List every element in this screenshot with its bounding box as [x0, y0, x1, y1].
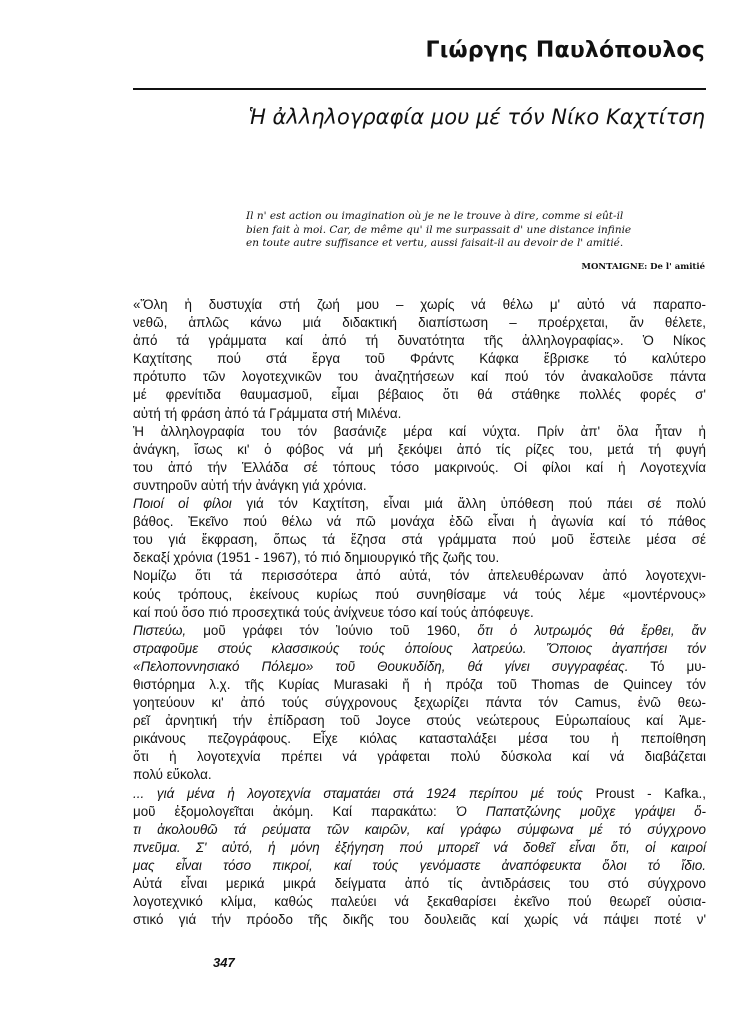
text-run: μοῦ ἐξομολογεῖται ἀκόμη. Καί παρακάτω: [133, 803, 456, 819]
text-line [133, 893, 706, 911]
text-run: ἀνάγκη, ἴσως κι' ὁ φόβος νά μή ξεκόψει ἀπό τίς ρίζες του, μετά τή φυγή [133, 441, 706, 457]
text-run: «Ὅλη ἡ δυστυχία στή ζωή μου – χωρίς νά θέλω μ' αὐτό νά παραπο- [133, 297, 706, 312]
italic-text: Πιστεύω, [133, 622, 187, 638]
text-run: Τό μυ- [628, 658, 706, 674]
body-text [133, 296, 706, 929]
text-run: Νομίζω ὅτι τά περισσότερα ἀπό αὐτά, τόν ἀπελευθέρωναν ἀπό λογοτεχνι- [133, 568, 706, 584]
text-line [133, 676, 706, 694]
header-rule [133, 88, 706, 90]
italic-text: στραφοῦμε στούς κλασσικούς τούς ὁποίους λατρεύω. Ὅποιος ἀγαπήσει τόν [133, 640, 706, 656]
text-line [133, 821, 706, 839]
text-line [133, 513, 706, 531]
italic-text: τι ἀκολουθῶ τά ρεύματα τῶν καιρῶν, καί γράφω σύμφωνα μέ τό σύγχρονο [133, 821, 706, 837]
text-run: μοῦ γράφει τόν Ἰούνιο τοῦ 1960, [186, 622, 478, 638]
italic-text: μας εἶναι τόσο πικροί, καί τούς γενόμαστε ἀναπόφευκτα ὅλοι τό ἴδιο. [133, 857, 706, 873]
article-title: Ἡ ἀλληλογραφία μου μέ τόν Νίκο Καχτίτση [248, 105, 705, 129]
text-line [133, 296, 706, 314]
text-line [133, 712, 706, 730]
text-line [133, 567, 706, 585]
text-run: γοητεύουν κι' ἀπό τούς σύγχρονους ξεχωρίζει πάντα τόν Camus, ἐνῶ θεω- [133, 695, 706, 711]
text-run: αὐτή τή φράση ἀπό τά Γράμματα στή Μιλένα. [133, 405, 402, 421]
text-run: πολύ εὔκολα. [133, 767, 212, 783]
text-line [133, 658, 706, 676]
text-run: συντηροῦν αὐτή τήν ἀνάγκη γιά χρόνια. [133, 477, 367, 493]
text-line [133, 314, 706, 332]
italic-text: πνεῦμα. Σ' αὐτό, ἡ μόνη ἐξήγηση πού μπορεῖ νά δοθεῖ εἶναι ὅτι, οἱ καιροί [133, 839, 706, 855]
text-run: στικό γιά τήν πρόοδο τῆς δικῆς του δουλειᾶς καί χωρίς νά πάψει ποτέ ν' [133, 912, 706, 928]
italic-text: Ποιοί οἱ φίλοι [133, 496, 232, 512]
text-run: μέ φρενίτιδα θαυμασμοῦ, εἶμαι βέβαιος ὅτι θά στάθηκε πολλές φορές σ' [133, 387, 706, 403]
text-run: Αὐτά εἶναι μερικά μικρά δείγματα ἀπό τίς ἀντιδράσεις του στό σύγχρονο [133, 876, 706, 891]
text-line [133, 694, 706, 712]
text-run: κούς τρόπους, ἐκείνους κυρίως πού συνηθίσαμε νά τούς λέμε «μοντέρνους» [133, 586, 706, 602]
text-line [133, 748, 706, 766]
text-line [133, 785, 706, 803]
text-line [133, 766, 706, 784]
text-run: θιστόρημα λ.χ. τῆς Κυρίας Murasaki ἤ ἡ πρόζα τοῦ Thomas de Quincey τόν [133, 676, 706, 692]
text-line [133, 441, 706, 459]
text-line [133, 839, 706, 857]
text-line [133, 531, 706, 549]
text-run: ρεῖ ἀρνητική τήν ἐπίδραση τοῦ Joyce στούς νεώτερους Εὐρωπαίους καί Ἀμε- [133, 713, 706, 729]
epigraph [246, 210, 706, 251]
text-run: του ἀπό τήν Ἑλλάδα σέ τόπους τόσο μακρινούς. Οἱ φίλοι καί ἡ Λογοτεχνία [133, 459, 706, 475]
text-line [133, 477, 706, 495]
text-run: δεκαξί χρόνια (1951 - 1967), τό πιό δημιουργικό τῆς ζωῆς του. [133, 550, 500, 566]
text-line [133, 875, 706, 893]
text-run: νεθῶ, ἁπλῶς κάνω μιά διδακτική διαπίστωση – προέρχεται, ἄν θέλετε, [133, 315, 706, 331]
text-line [133, 640, 706, 658]
text-line [133, 803, 706, 821]
text-line [133, 911, 706, 929]
epigraph-source: MONTAIGNE: De l' amitié [581, 262, 705, 272]
italic-text: Ὁ Παπατζώνης μοῦχε γράψει ὅ- [455, 803, 706, 819]
epigraph-line: bien fait à moi. Car, de même qu' il me surpassait d' une distance infinie [246, 223, 632, 236]
page-number: 347 [213, 955, 235, 970]
epigraph-line: Il n' est action ou imagination où je ne le trouve à dire, comme si eût-il [246, 210, 624, 222]
text-line [133, 549, 706, 567]
text-run: λογοτεχνικό κλίμα, καθώς παλεύει νά ξεκαθαρίσει ἐκεῖνο πού θεωρεῖ οὐσια- [133, 894, 706, 910]
text-line [133, 857, 706, 875]
text-line [133, 495, 706, 513]
text-run: του γιά ἔκφραση, ὅπως τά ἔζησα στά γράμματα πού μοῦ ἔστειλε μέσα σέ [133, 532, 706, 548]
text-line [133, 332, 706, 350]
italic-text: ... γιά μένα ἡ λογοτεχνία σταματάει στά 1924 περίπου μέ τούς [133, 785, 583, 801]
text-line [133, 386, 706, 404]
text-run: Καχτίτσης πού στά ἔργα τοῦ Φράντς Κάφκα ἔβρισκε τό καλύτερο [133, 351, 706, 367]
text-run: Proust - Kafka., [582, 785, 706, 801]
text-run: ἀπό τά γράμματα καί ἀπό τή δυνατότητα τῆς ἀλληλογραφίας». Ὁ Νίκος [133, 333, 706, 349]
text-line [133, 423, 706, 441]
text-run: γιά τόν Καχτίτση, εἶναι μιά ἄλλη ὑπόθεση πού πάει σέ πολύ [231, 496, 706, 512]
italic-text: «Πελοποννησιακό Πόλεμο» τοῦ Θουκυδίδη, θά γίνει συγγραφέας. [133, 658, 629, 674]
italic-text: ὅτι ὁ λυτρωμός θά ἔρθει, ἄν [477, 622, 706, 638]
text-run: βάθος. Ἐκεῖνο πού θέλω νά πῶ μονάχα ἐδῶ εἶναι ἡ ἀγωνία καί τό πάθος [133, 514, 706, 530]
text-line [133, 368, 706, 386]
text-line [133, 622, 706, 640]
text-line [133, 604, 706, 622]
text-line [133, 459, 706, 477]
epigraph-line: en toute autre suffisance et vertu, aussi faisait-il au devoir de l' amitié. [246, 237, 624, 249]
author-name: Γιώργης Παυλόπουλος [425, 38, 705, 63]
text-run: ὅτι ἡ λογοτεχνία πρέπει νά γράφεται πολύ δύσκολα καί νά διαβάζεται [133, 749, 706, 765]
text-run: ρικάνους πεζογράφους. Εἶχε κιόλας κατασταλάξει μέσα του ἡ πεποίθηση [133, 731, 706, 747]
text-line [133, 586, 706, 604]
text-run: Ἡ ἀλληλογραφία του τόν βασάνιζε μέρα καί νύχτα. Πρίν ἀπ' ὅλα ἦταν ἡ [133, 423, 706, 439]
text-run: καί πού ὅσο πιό προσεχτικά τούς ἀνίχνευε τόσο καί τούς ἀπόφευγε. [133, 604, 534, 620]
text-line [133, 405, 706, 423]
text-line [133, 350, 706, 368]
text-run: πρότυπο τῶν λογοτεχνικῶν του ἀναζητήσεων καί πού τόν ἀνακαλοῦσε πάντα [133, 369, 706, 385]
text-line [133, 730, 706, 748]
